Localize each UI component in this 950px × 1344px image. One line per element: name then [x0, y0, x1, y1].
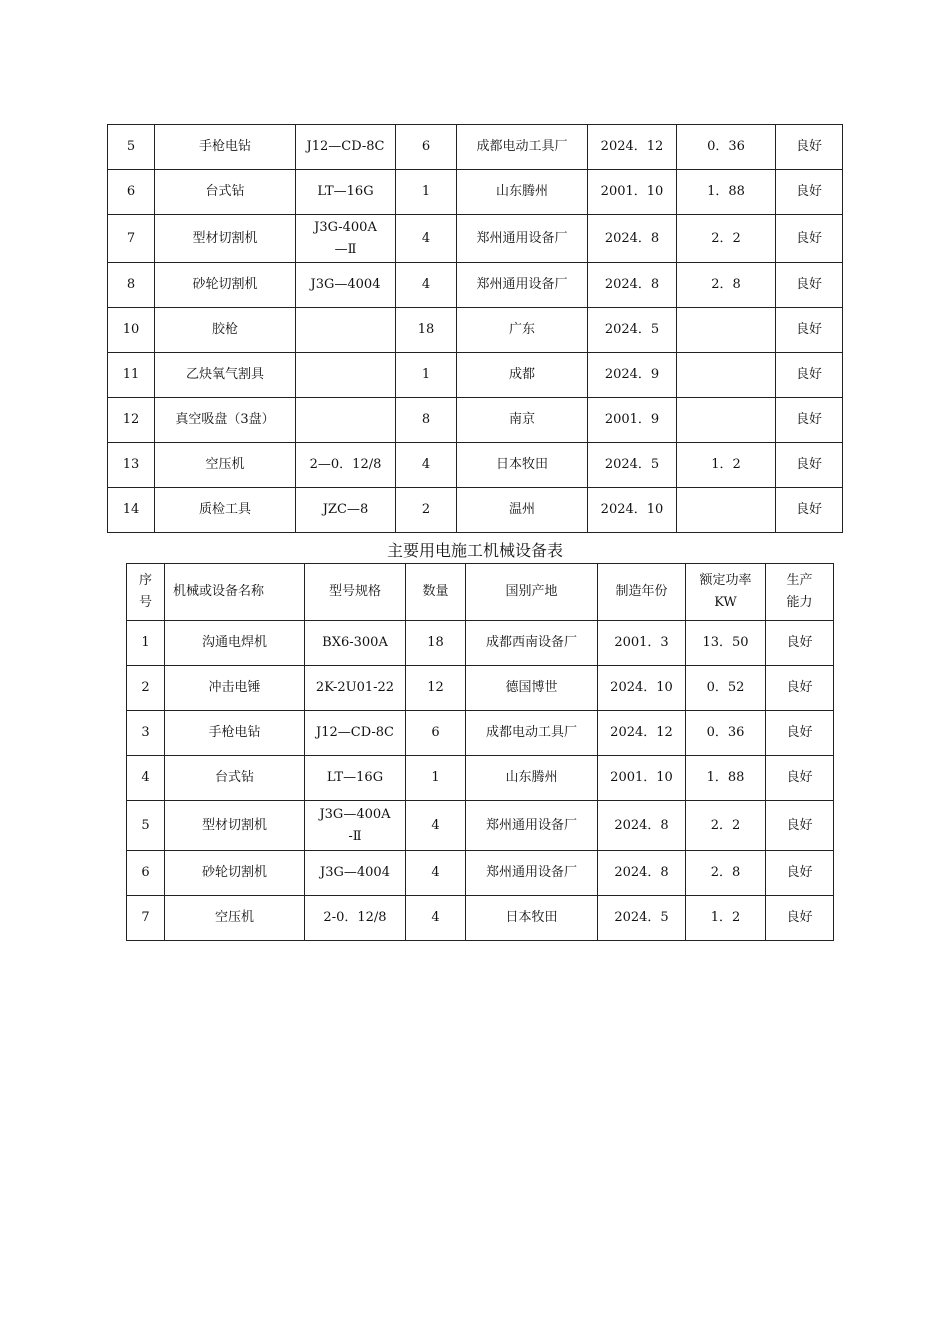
table-cell: 2—0．12/8: [296, 443, 396, 488]
table-row: [108, 353, 843, 398]
table-cell: 13．50: [686, 621, 766, 666]
table-cell: 成都: [457, 353, 588, 398]
table-cell: 2: [396, 488, 457, 533]
table-row: [127, 756, 834, 801]
table-cell: LT—16G: [305, 756, 406, 801]
table-cell: 7: [127, 896, 165, 941]
table-cell: 11: [108, 353, 155, 398]
table-row: [127, 621, 834, 666]
table-cell: [677, 308, 776, 353]
table-cell: 成都电动工具厂: [457, 125, 588, 170]
table-cell: 1．88: [686, 756, 766, 801]
table-row: [108, 488, 843, 533]
table-cell: 2024．5: [588, 308, 677, 353]
table-cell: 郑州通用设备厂: [466, 801, 598, 851]
table-cell: 良好: [766, 801, 834, 851]
table-cell: 台式钻: [165, 756, 305, 801]
table-cell: 5: [108, 125, 155, 170]
table-cell: 良好: [766, 621, 834, 666]
table-cell: 6: [406, 711, 466, 756]
table-cell: 日本牧田: [466, 896, 598, 941]
table-cell: 良好: [776, 488, 843, 533]
table-cell: 1．88: [677, 170, 776, 215]
table-cell: [677, 488, 776, 533]
header-cell: 生产能力: [766, 564, 834, 621]
table-cell: 2024．8: [588, 263, 677, 308]
table-cell: 沟通电焊机: [165, 621, 305, 666]
table-cell: 14: [108, 488, 155, 533]
table-cell: 2024．8: [588, 215, 677, 263]
table-cell: 2．8: [686, 851, 766, 896]
table-cell: J12—CD-8C: [296, 125, 396, 170]
table-cell: 4: [406, 851, 466, 896]
table-cell: 真空吸盘（3盘）: [155, 398, 296, 443]
table-cell: 良好: [776, 215, 843, 263]
table-cell: J3G-400A—Ⅱ: [296, 215, 396, 263]
table-row: [127, 851, 834, 896]
table-cell: [296, 308, 396, 353]
table-cell: 6: [396, 125, 457, 170]
table-row: [127, 711, 834, 756]
table-cell: 0．52: [686, 666, 766, 711]
table-cell: 型材切割机: [165, 801, 305, 851]
table-cell: 2K-2U01-22: [305, 666, 406, 711]
table-cell: 良好: [766, 711, 834, 756]
table-cell: 良好: [776, 125, 843, 170]
header-cell: 额定功率KW: [686, 564, 766, 621]
table-cell: 4: [396, 263, 457, 308]
table-row: [108, 263, 843, 308]
header-cell: 机械或设备名称: [165, 564, 305, 621]
table-cell: J3G—4004: [305, 851, 406, 896]
header-cell: 序号: [127, 564, 165, 621]
table-cell: 胶枪: [155, 308, 296, 353]
table-cell: 郑州通用设备厂: [466, 851, 598, 896]
table-cell: 4: [406, 896, 466, 941]
table-row: [108, 215, 843, 263]
table-cell: 2001．9: [588, 398, 677, 443]
table-cell: 4: [406, 801, 466, 851]
table-cell: 山东腾州: [466, 756, 598, 801]
table-row: [108, 398, 843, 443]
table-cell: J3G—4004: [296, 263, 396, 308]
table-cell: 乙炔氧气割具: [155, 353, 296, 398]
table-cell: [677, 398, 776, 443]
table-cell: 2001．10: [598, 756, 686, 801]
table-cell: BX6-300A: [305, 621, 406, 666]
table-title: 主要用电施工机械设备表: [386, 541, 563, 560]
table-cell: 山东腾州: [457, 170, 588, 215]
header-cell: 数量: [406, 564, 466, 621]
table-cell: 郑州通用设备厂: [457, 263, 588, 308]
table-cell: 0．36: [677, 125, 776, 170]
table-cell: 3: [127, 711, 165, 756]
table-row: [108, 443, 843, 488]
table-cell: J12—CD-8C: [305, 711, 406, 756]
table-cell: 1: [396, 170, 457, 215]
table-cell: 8: [396, 398, 457, 443]
power-equipment-table: [126, 563, 834, 941]
table-row: [108, 308, 843, 353]
table-cell: 2024．10: [588, 488, 677, 533]
table-cell: 2．8: [677, 263, 776, 308]
table-cell: 8: [108, 263, 155, 308]
table-cell: 空压机: [165, 896, 305, 941]
table-cell: 2: [127, 666, 165, 711]
table-row: [127, 666, 834, 711]
table-row: [108, 125, 843, 170]
table-cell: 6: [127, 851, 165, 896]
table-cell: 2．2: [677, 215, 776, 263]
table-cell: 郑州通用设备厂: [457, 215, 588, 263]
table-cell: 手枪电钻: [165, 711, 305, 756]
table-cell: 砂轮切割机: [155, 263, 296, 308]
table-cell: 型材切割机: [155, 215, 296, 263]
table-cell: 6: [108, 170, 155, 215]
table-cell: 18: [406, 621, 466, 666]
table-cell: 良好: [776, 263, 843, 308]
table-cell: 手枪电钻: [155, 125, 296, 170]
table-cell: 良好: [766, 756, 834, 801]
table-cell: 日本牧田: [457, 443, 588, 488]
table-cell: 德国博世: [466, 666, 598, 711]
table-cell: 18: [396, 308, 457, 353]
table-cell: 0．36: [686, 711, 766, 756]
table-cell: 5: [127, 801, 165, 851]
table-cell: 良好: [776, 398, 843, 443]
table-cell: 2001．3: [598, 621, 686, 666]
table-cell: 2024．9: [588, 353, 677, 398]
table-cell: 4: [396, 215, 457, 263]
table-cell: 质检工具: [155, 488, 296, 533]
table-cell: 2-0．12/8: [305, 896, 406, 941]
table-row: [127, 896, 834, 941]
table-row: [127, 801, 834, 851]
table-cell: 成都电动工具厂: [466, 711, 598, 756]
table-cell: 4: [396, 443, 457, 488]
table-cell: 1．2: [686, 896, 766, 941]
table-cell: 13: [108, 443, 155, 488]
table-cell: 12: [108, 398, 155, 443]
table-cell: 2024．8: [598, 851, 686, 896]
table-cell: 2024．5: [598, 896, 686, 941]
header-row: [127, 564, 834, 621]
table-cell: 良好: [776, 170, 843, 215]
table-cell: 1: [396, 353, 457, 398]
table-cell: 良好: [776, 308, 843, 353]
table-cell: J3G—400A-Ⅱ: [305, 801, 406, 851]
table-cell: 2024．12: [588, 125, 677, 170]
table-cell: 良好: [776, 353, 843, 398]
table-cell: 1．2: [677, 443, 776, 488]
header-cell: 型号规格: [305, 564, 406, 621]
table-cell: 2．2: [686, 801, 766, 851]
table-cell: JZC—8: [296, 488, 396, 533]
table-cell: 4: [127, 756, 165, 801]
table-cell: 良好: [766, 896, 834, 941]
table-cell: 2001．10: [588, 170, 677, 215]
table-cell: 良好: [766, 851, 834, 896]
table-cell: 2024．12: [598, 711, 686, 756]
table-cell: 1: [127, 621, 165, 666]
table-cell: 冲击电锤: [165, 666, 305, 711]
table-row: [108, 170, 843, 215]
table-cell: 砂轮切割机: [165, 851, 305, 896]
table-cell: LT—16G: [296, 170, 396, 215]
table-cell: 广东: [457, 308, 588, 353]
table-cell: 成都西南设备厂: [466, 621, 598, 666]
table-cell: 2024．10: [598, 666, 686, 711]
table-cell: [296, 398, 396, 443]
table-cell: 12: [406, 666, 466, 711]
table-cell: 台式钻: [155, 170, 296, 215]
equipment-table-continued: [107, 124, 843, 533]
table-cell: 7: [108, 215, 155, 263]
table-cell: 2024．8: [598, 801, 686, 851]
table-cell: 良好: [776, 443, 843, 488]
table-cell: 2024．5: [588, 443, 677, 488]
header-cell: 制造年份: [598, 564, 686, 621]
table-cell: 温州: [457, 488, 588, 533]
table-cell: [677, 353, 776, 398]
table-cell: 南京: [457, 398, 588, 443]
table-cell: [296, 353, 396, 398]
table-cell: 空压机: [155, 443, 296, 488]
table-cell: 良好: [766, 666, 834, 711]
table-cell: 10: [108, 308, 155, 353]
table-cell: 1: [406, 756, 466, 801]
header-cell: 国别产地: [466, 564, 598, 621]
